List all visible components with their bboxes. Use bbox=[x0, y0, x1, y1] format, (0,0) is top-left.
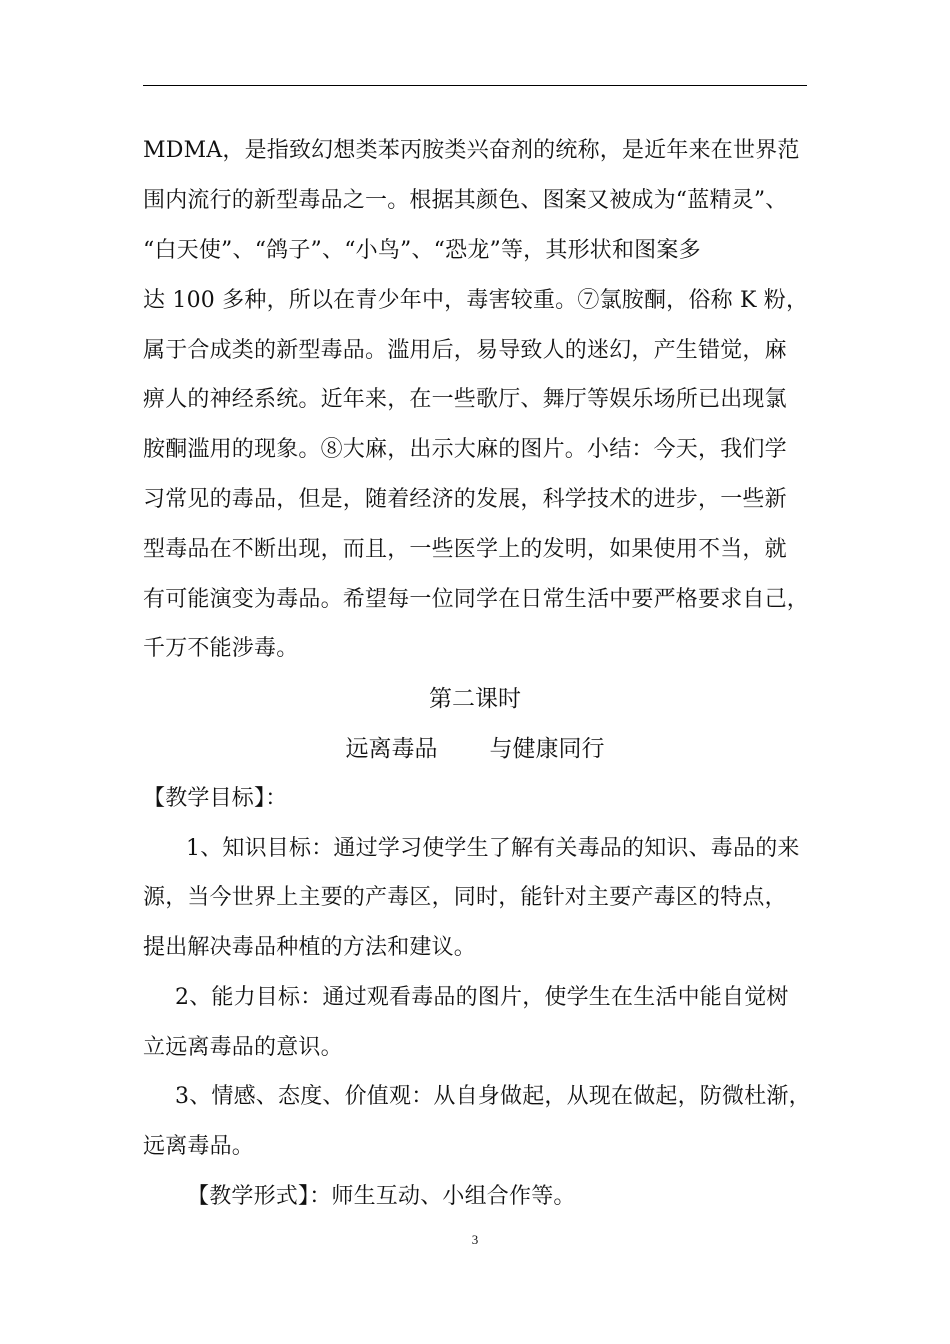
text-line: 胺酮滥用的现象。⑧大麻，出示大麻的图片。小结：今天，我们学 bbox=[143, 437, 787, 462]
text-line: 3、情感、态度、价值观：从自身做起，从现在做起，防微杜渐， bbox=[175, 1084, 811, 1109]
lesson-subtitle bbox=[0, 734, 950, 764]
text-line: 属于合成类的新型毒品。滥用后，易导致人的迷幻，产生错觉，麻 bbox=[143, 338, 787, 363]
text-line: 2、能力目标：通过观看毒品的图片，使学生在生活中能自觉树 bbox=[175, 985, 789, 1010]
text-line: 习常见的毒品，但是，随着经济的发展，科学技术的进步，一些新 bbox=[143, 487, 787, 512]
text-line: 型毒品在不断出现，而且，一些医学上的发明，如果使用不当，就 bbox=[143, 537, 787, 562]
text-line: 围内流行的新型毒品之一。根据其颜色、图案又被成为“蓝精灵”、 bbox=[143, 188, 788, 213]
text-line: 达 100 多种，所以在青少年中，毒害较重。⑦氯胺酮，俗称 K 粉， bbox=[143, 288, 809, 313]
text-line: MDMA，是指致幻想类苯丙胺类兴奋剂的统称，是近年来在世界范 bbox=[143, 138, 800, 163]
subtitle-right: 与健康同行 bbox=[489, 736, 605, 762]
text-line: 立远离毒品的意识。 bbox=[143, 1035, 343, 1060]
subtitle-left: 远离毒品 bbox=[345, 736, 438, 762]
page-number: 3 bbox=[471, 1232, 479, 1247]
text-line: 源，当今世界上主要的产毒区，同时，能针对主要产毒区的特点， bbox=[143, 885, 787, 910]
lesson-title: 第二课时 bbox=[429, 686, 521, 712]
text-line: 1、知识目标：通过学习使学生了解有关毒品的知识、毒品的来 bbox=[186, 836, 800, 861]
text-line: 提出解决毒品种植的方法和建议。 bbox=[143, 935, 477, 960]
header-rule bbox=[143, 85, 807, 86]
teaching-form: 【教学形式】：师生互动、小组合作等。 bbox=[187, 1184, 576, 1209]
text-line: 千万不能涉毒。 bbox=[143, 636, 299, 661]
text-line: 痹人的神经系统。近年来，在一些歌厅、舞厅等娱乐场所已出现氯 bbox=[143, 387, 787, 412]
text-line: 有可能演变为毒品。希望每一位同学在日常生活中要严格要求自己， bbox=[143, 587, 810, 612]
text-line: 远离毒品。 bbox=[143, 1134, 255, 1159]
text-line: “白天使”、“鸽子”、“小鸟”、“恐龙”等，其形状和图案多 bbox=[143, 238, 701, 263]
objectives-heading: 【教学目标】： bbox=[143, 786, 288, 811]
